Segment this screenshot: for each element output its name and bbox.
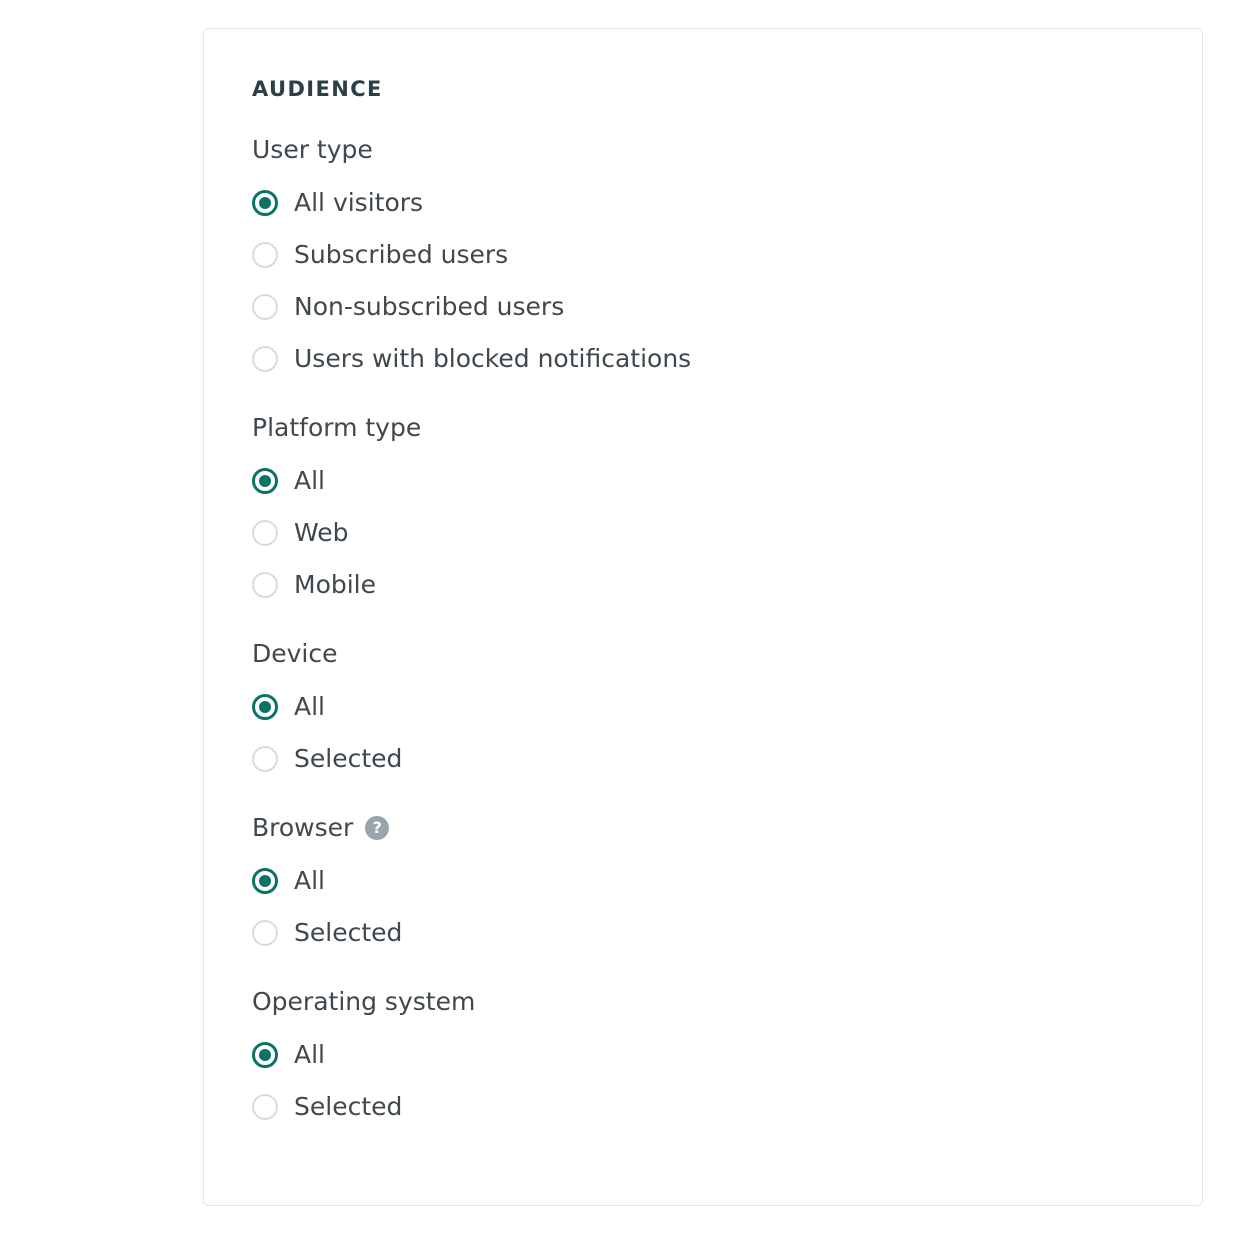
radio-option-label: Subscribed users — [294, 240, 509, 269]
radio-selected-icon[interactable] — [252, 468, 278, 494]
radio-option-operating-system-selected[interactable] — [252, 1081, 1202, 1133]
radio-option-label: All — [294, 866, 325, 895]
radio-option-label: All — [294, 466, 325, 495]
radio-option-browser-all[interactable] — [252, 855, 1202, 907]
radio-selected-icon[interactable] — [252, 1042, 278, 1068]
group-label-text: Platform type — [252, 413, 422, 442]
radio-unselected-icon[interactable] — [252, 920, 278, 946]
option-group-browser — [252, 813, 1202, 959]
radio-option-label: Users with blocked notifications — [294, 344, 692, 373]
group-label-text: Browser — [252, 813, 354, 842]
radio-option-label: All visitors — [294, 188, 424, 217]
option-group-platform-type — [252, 413, 1202, 611]
radio-unselected-icon[interactable] — [252, 294, 278, 320]
radio-option-platform-type-all[interactable] — [252, 455, 1202, 507]
radio-unselected-icon[interactable] — [252, 520, 278, 546]
radio-unselected-icon[interactable] — [252, 1094, 278, 1120]
radio-selected-icon[interactable] — [252, 190, 278, 216]
option-group-operating-system — [252, 987, 1202, 1133]
radio-option-device-selected[interactable] — [252, 733, 1202, 785]
radio-option-label: Selected — [294, 1092, 403, 1121]
group-label-user-type — [252, 135, 1202, 165]
radio-option-label: All — [294, 692, 325, 721]
radio-option-user-type-subscribed-users[interactable] — [252, 229, 1202, 281]
radio-selected-icon[interactable] — [252, 868, 278, 894]
radio-option-user-type-non-subscribed-users[interactable] — [252, 281, 1202, 333]
radio-unselected-icon[interactable] — [252, 572, 278, 598]
radio-option-user-type-users-with-blocked-notifications[interactable] — [252, 333, 1202, 385]
radio-selected-icon[interactable] — [252, 694, 278, 720]
radio-option-platform-type-web[interactable] — [252, 507, 1202, 559]
group-label-text: User type — [252, 135, 373, 164]
group-label-operating-system — [252, 987, 1202, 1017]
radio-option-label: All — [294, 1040, 325, 1069]
group-label-text: Device — [252, 639, 338, 668]
radio-unselected-icon[interactable] — [252, 242, 278, 268]
radio-unselected-icon[interactable] — [252, 346, 278, 372]
radio-option-operating-system-all[interactable] — [252, 1029, 1202, 1081]
group-label-browser — [252, 813, 1202, 843]
radio-option-label: Mobile — [294, 570, 377, 599]
radio-option-label: Web — [294, 518, 349, 547]
audience-options-container — [252, 135, 1202, 1133]
radio-option-label: Selected — [294, 918, 403, 947]
group-label-text: Operating system — [252, 987, 476, 1016]
radio-option-label: Selected — [294, 744, 403, 773]
radio-unselected-icon[interactable] — [252, 746, 278, 772]
option-group-user-type — [252, 135, 1202, 385]
radio-option-device-all[interactable] — [252, 681, 1202, 733]
page-title: AUDIENCE — [252, 77, 383, 101]
option-group-device — [252, 639, 1202, 785]
radio-option-user-type-all-visitors[interactable] — [252, 177, 1202, 229]
help-icon[interactable]: ? — [365, 816, 389, 840]
radio-option-platform-type-mobile[interactable] — [252, 559, 1202, 611]
audience-card-body — [204, 29, 1202, 1133]
radio-option-label: Non-subscribed users — [294, 292, 565, 321]
group-label-device — [252, 639, 1202, 669]
audience-card — [203, 28, 1203, 1206]
radio-option-browser-selected[interactable] — [252, 907, 1202, 959]
group-label-platform-type — [252, 413, 1202, 443]
